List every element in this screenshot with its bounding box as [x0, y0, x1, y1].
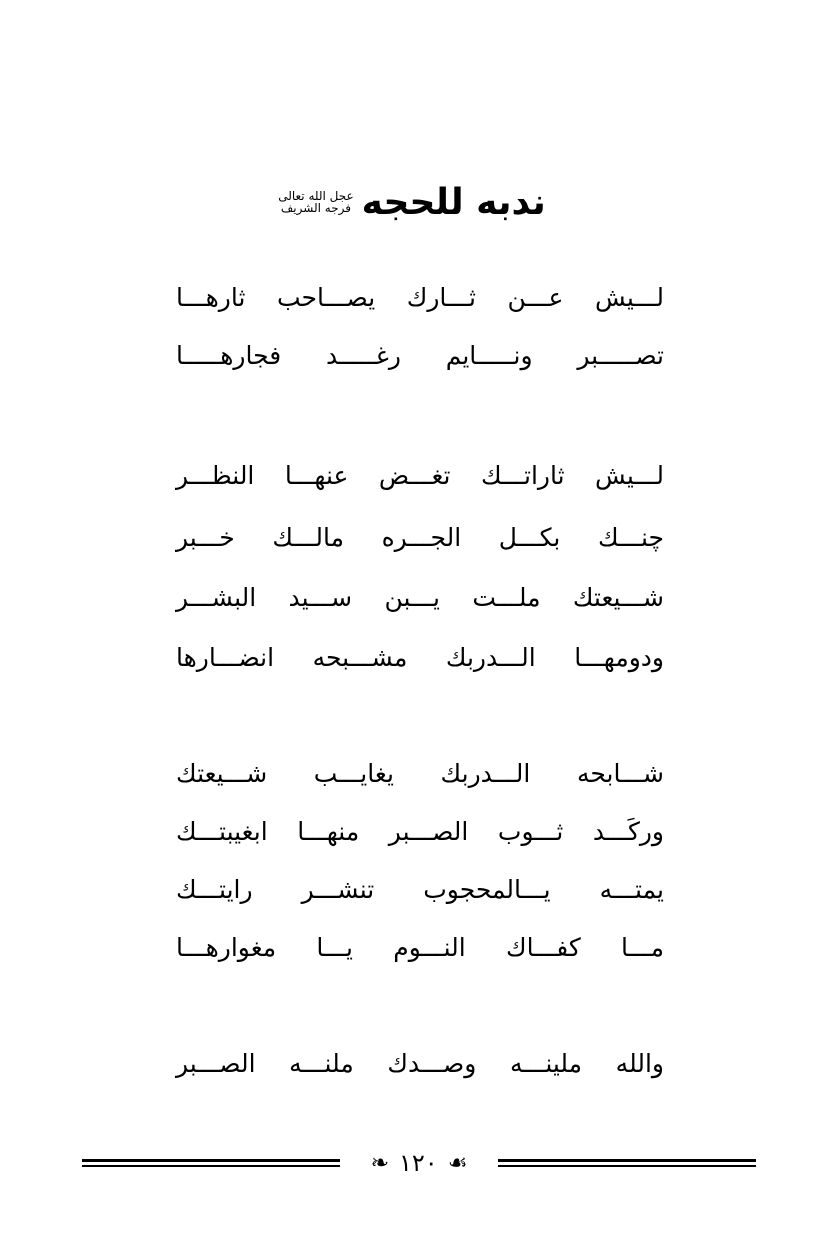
verse-line-5: شـــيعتك ملـــت يـــبن ســـيد البشـــر	[176, 583, 664, 612]
verse-line-2: تصـــــبر ونـــــايم رغـــــد فجارهـــــا	[176, 341, 664, 370]
verse-line-4: چنـــك بكـــل الجـــره مالـــك خـــبر	[176, 523, 664, 552]
verse-line-10: مـــا كفـــاك النـــوم يـــا مغوارهـــا	[176, 933, 664, 962]
honorific-seal	[278, 190, 353, 214]
page-number-group	[371, 1149, 468, 1177]
page-number: ١٢٠	[399, 1149, 438, 1177]
verse-line-3: لـــيش ثاراتـــك تغـــض عنهـــا النظـــر	[176, 461, 664, 490]
page-footer	[82, 1146, 756, 1180]
honorific-line-1: عجل الله تعالى	[278, 189, 354, 203]
poem-title: ندبه للحجه	[361, 181, 546, 223]
poem-title-row	[0, 172, 824, 232]
honorific-line-2: فرجه الشريف	[280, 201, 351, 215]
footer-rule-left	[82, 1159, 340, 1167]
verse-line-1: لـــيش عـــن ثـــارك يصـــاحب ثارهـــا	[176, 283, 664, 312]
verse-line-8: وركَـــد ثـــوب الصـــبر منهـــا ابغيبتـــك	[176, 817, 664, 846]
footer-rule-right	[498, 1159, 756, 1167]
verse-line-7: شـــابحه الـــدربك يغايـــب شـــيعتك	[176, 759, 664, 788]
verse-line-11: والله ملينـــه وصـــدك ملنـــه الصـــبر	[176, 1049, 664, 1078]
verse-line-6: ودومهـــا الـــدربك مشـــبحه انضـــارها	[176, 643, 664, 672]
verse-line-9: يمتـــه يـــالمحجوب تنشـــر رايتـــك	[176, 875, 664, 904]
right-ornament-icon: ☙	[447, 1150, 468, 1176]
left-ornament-icon: ❧	[370, 1150, 390, 1176]
